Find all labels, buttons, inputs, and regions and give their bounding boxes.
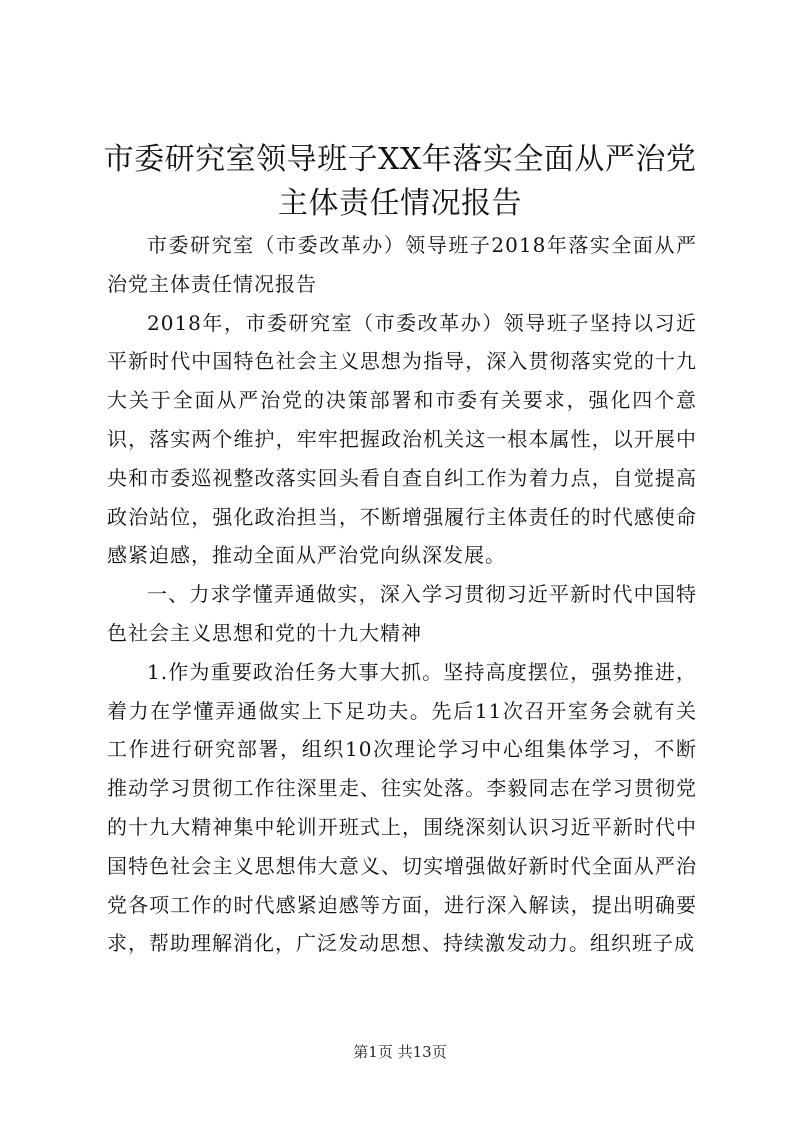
document-title	[100, 138, 700, 226]
title-line-1: 市委研究室领导班子XX年落实全面从严治党	[103, 142, 697, 177]
page-footer: 第1页 共13页	[353, 1043, 447, 1061]
paragraph-item-1: 1.作为重要政治任务大事大抓。坚持高度摆位，强势推进，着力在学懂弄通做实上下足功夫。先后11次召开室务会就有关工作进行研究部署，组织10次理论学习中心组集体学习，不断推动学习贯彻工作往深里走、往实处落。李毅同志在学习贯彻党的十九大精神集中轮训开班式上，围绕深刻认识习近平新时代中国特色社会主义思想伟大意义、切实增强做好新时代全面从严治党各项工作的时代感紧迫感等方面，进行深入解读，提出明确要求，帮助理解消化，广泛发动思想、持续激发动力。组织班子成	[107, 659, 697, 956]
paragraph-subtitle: 市委研究室（市委改革办）领导班子2018年落实全面从严治党主体责任情况报告	[107, 233, 697, 296]
section-heading-1: 一、力求学懂弄通做实，深入学习贯彻习近平新时代中国特色社会主义思想和党的十九大精神	[107, 582, 697, 645]
document-body	[107, 226, 697, 963]
paragraph-intro: 2018年，市委研究室（市委改革办）领导班子坚持以习近平新时代中国特色社会主义思想为指导，深入贯彻落实党的十九大关于全面从严治党的决策部署和市委有关要求，强化四个意识，落实两个维护，牢牢把握政治机关这一根本属性，以开展中央和市委巡视整改落实回头看自查自纠工作为着力点，自觉提高政治站位，强化政治担当，不断增强履行主体责任的时代感使命感紧迫感，推动全面从严治党向纵深发展。	[107, 310, 697, 568]
title-line-2: 主体责任情况报告	[278, 186, 522, 221]
